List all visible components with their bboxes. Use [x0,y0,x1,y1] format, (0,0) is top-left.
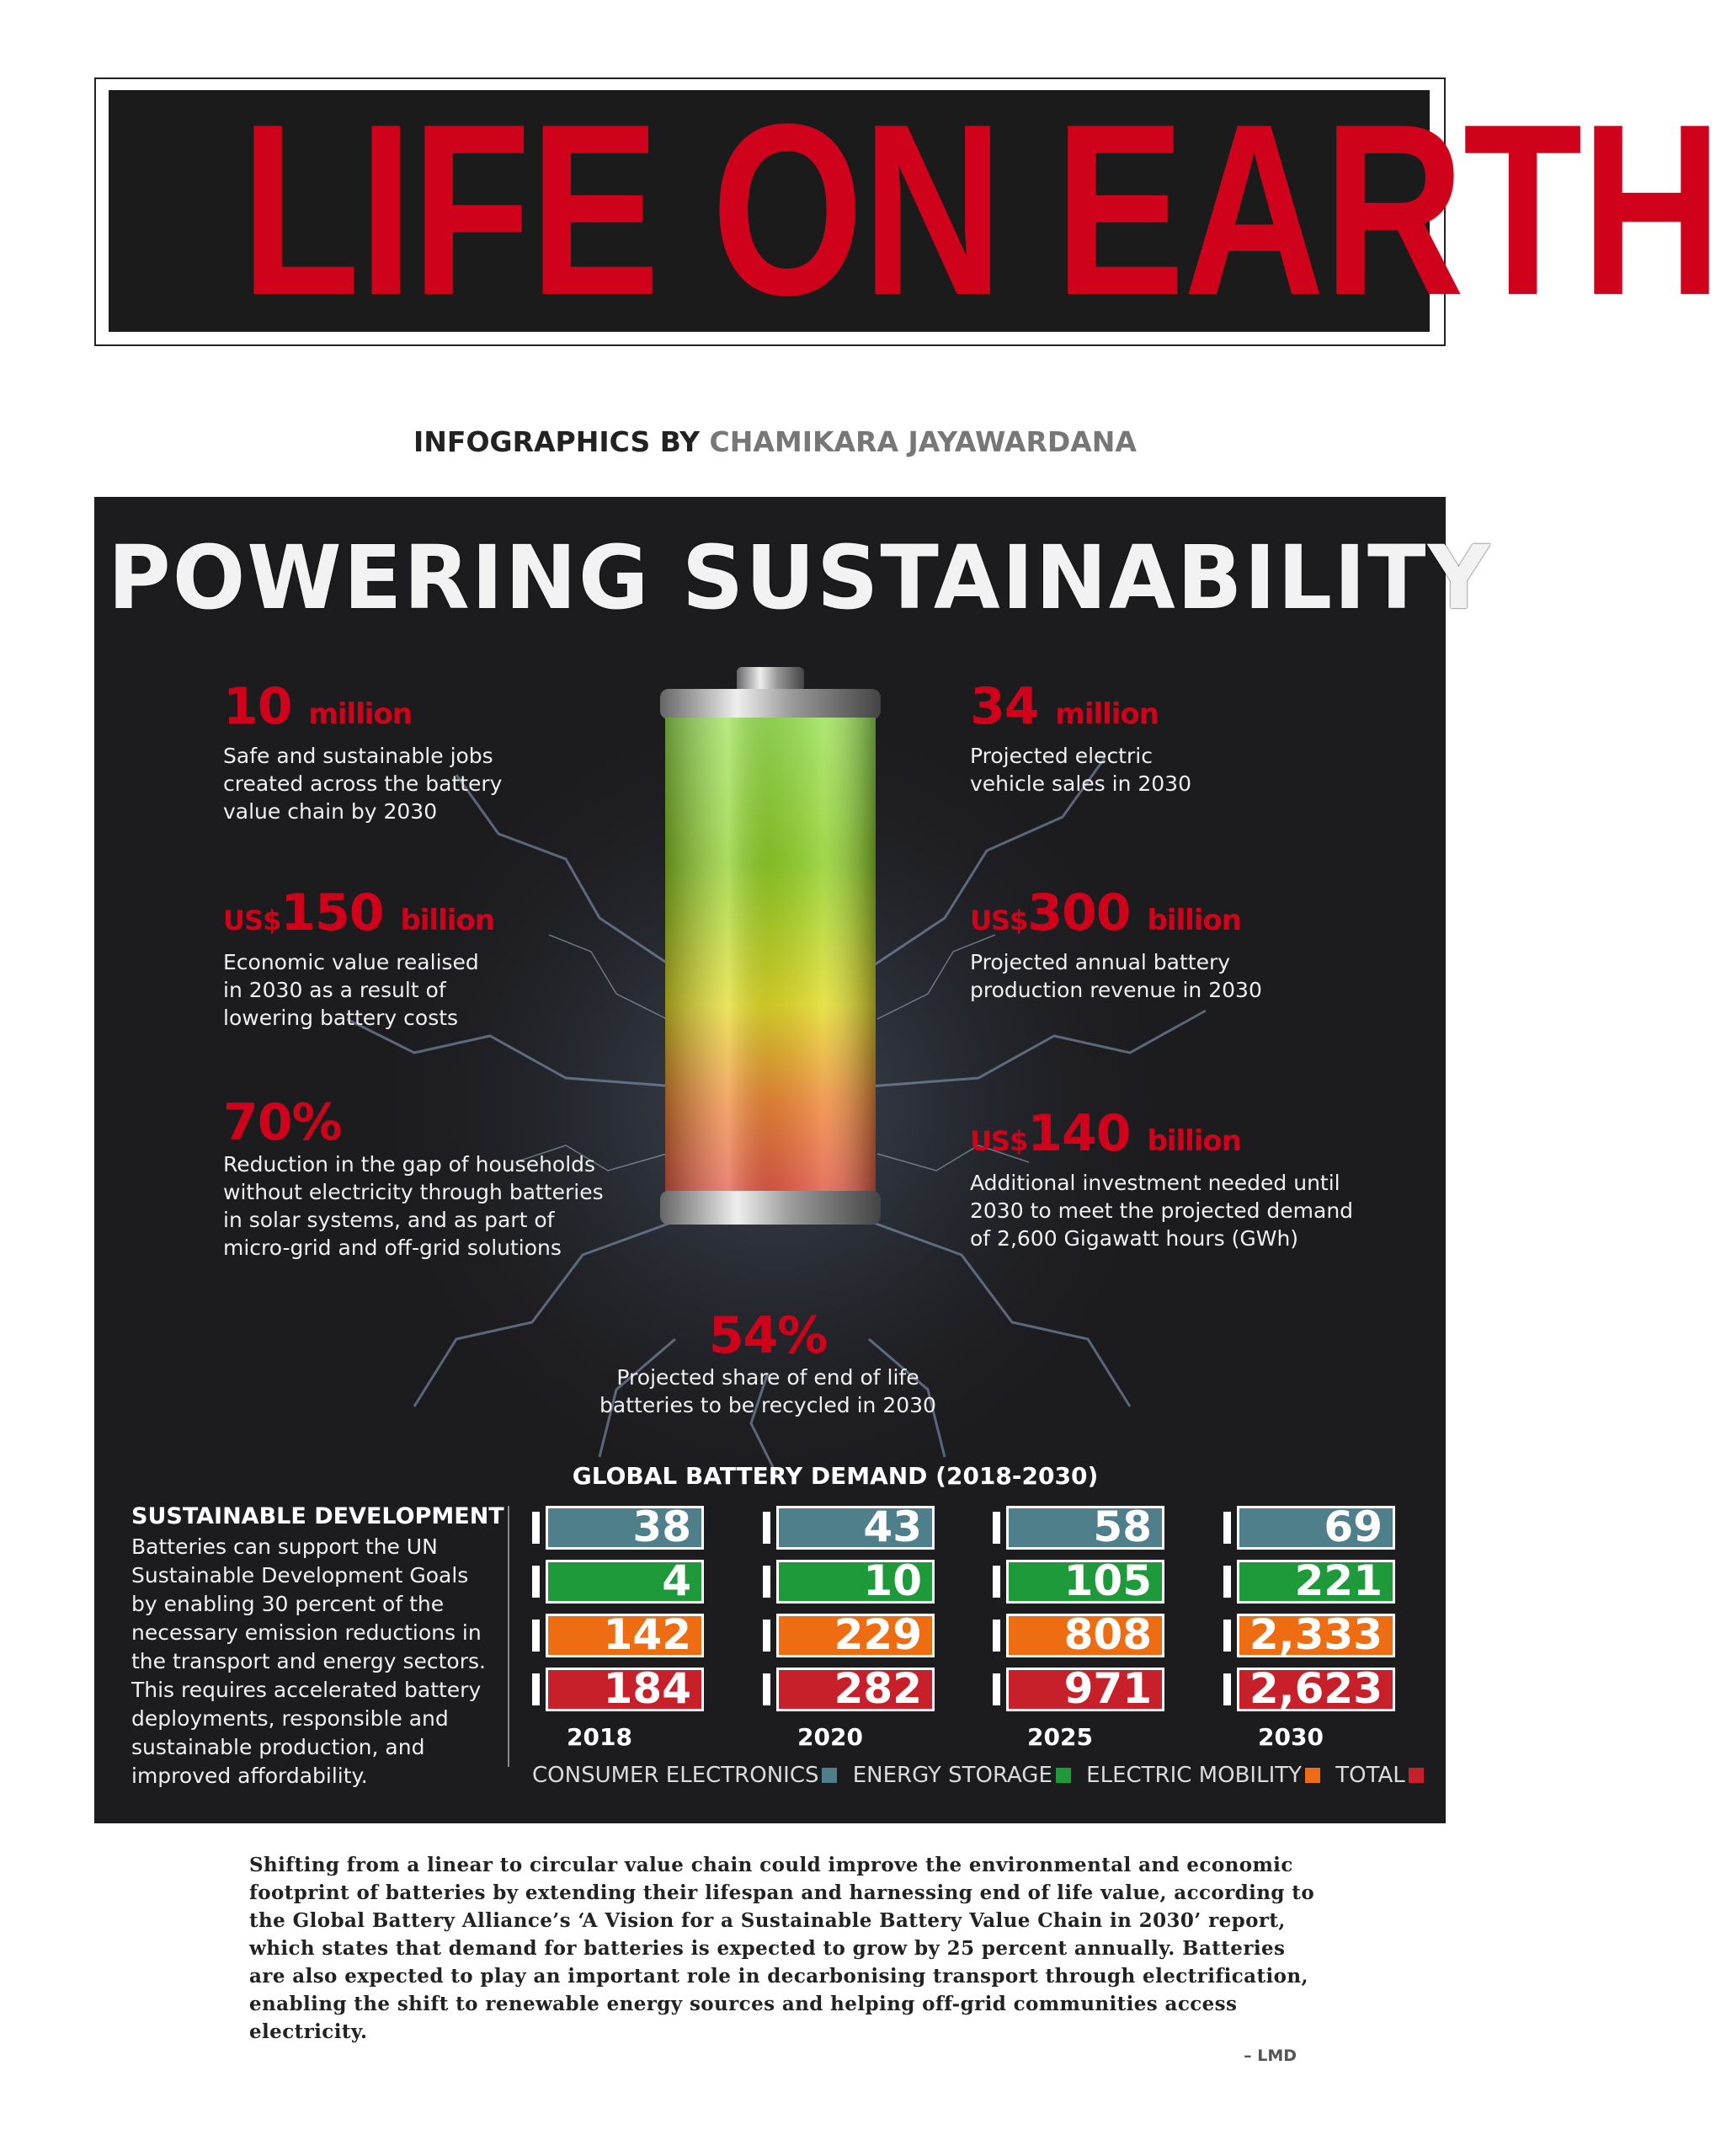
stat-revenue-line: production revenue in 2030 [970,978,1262,1002]
battery-tab [763,1673,770,1705]
stat-household-line: Reduction in the gap of households [223,1152,596,1177]
stat-jobs-value: 10 [223,677,292,736]
stat-household-line: in solar systems, and as part of [223,1208,555,1232]
stat-recycle-value: 54% [708,1306,828,1365]
stat-invest-unit: billion [1147,1124,1241,1158]
battery-tab [1223,1673,1231,1705]
credit-by: INFOGRAPHICS BY [413,425,700,458]
stat-econ-line: in 2030 as a result of [223,978,446,1002]
battery-tab [993,1673,1000,1705]
demand-value: 142 [546,1614,704,1657]
demand-value: 69 [1237,1506,1395,1550]
masthead [109,73,1721,346]
stat-revenue-currency: US$ [970,905,1028,937]
battery-tab [763,1512,770,1544]
stat-revenue-value: 300 [1027,883,1131,942]
sustainable-development-title: SUSTAINABLE DEVELOPMENT [131,1503,504,1529]
battery-tab [1223,1566,1231,1598]
stat-revenue-line: Projected annual battery [970,950,1231,974]
demand-value: 10 [776,1560,935,1604]
stat-recycle-line: Projected share of end of life [616,1365,919,1390]
stat-ev-value: 34 [970,677,1039,736]
stat-recycle-line: batteries to be recycled in 2030 [599,1393,936,1417]
battery-tab [1223,1620,1231,1652]
stat-household-gap [223,1093,604,1262]
demand-value: 184 [546,1668,704,1711]
infographic-panel [94,497,1492,1823]
stat-jobs-unit: million [308,697,412,731]
year-label: 2020 [797,1723,863,1751]
legend-label: ENERGY STORAGE [852,1763,1052,1788]
year-label: 2030 [1258,1723,1324,1751]
stat-jobs [223,677,503,825]
stat-invest-line: of 2,600 Gigawatt hours (GWh) [970,1226,1299,1251]
legend-swatch [1305,1768,1320,1783]
year-label: 2025 [1027,1723,1093,1751]
stat-econ-currency: US$ [223,905,281,937]
battery-tab [993,1620,1000,1652]
battery-tab [993,1512,1000,1544]
legend-label: ELECTRIC MOBILITY [1086,1763,1303,1788]
battery-tab [532,1566,540,1598]
stat-ev-line: Projected electric [970,744,1153,768]
stat-ev-unit: million [1055,697,1159,731]
stat-revenue-unit: billion [1147,904,1241,937]
stat-recycled-share [591,1306,945,1419]
demand-value: 43 [776,1506,935,1550]
battery-tab [1223,1512,1231,1544]
stat-invest-value: 140 [1027,1104,1131,1163]
battery-tab [993,1566,1000,1598]
legend-label: TOTAL [1335,1763,1405,1788]
demand-value: 282 [776,1668,935,1711]
stat-production-revenue [970,883,1262,1004]
year-label: 2018 [567,1723,632,1751]
stat-econ-unit: billion [400,904,494,937]
battery-tab [763,1566,770,1598]
signoff: – LMD [1244,2047,1297,2065]
battery-tab [532,1512,540,1544]
stat-econ-value: 150 [280,883,384,942]
demand-value: 221 [1237,1560,1395,1604]
battery-tab [532,1673,540,1705]
divider [508,1506,509,1767]
stat-ev-line: vehicle sales in 2030 [970,771,1191,796]
stat-jobs-line: Safe and sustainable jobs [223,744,493,768]
legend-swatch [1409,1768,1424,1783]
stat-invest-line: Additional investment needed until [970,1171,1340,1195]
demand-value: 38 [546,1506,704,1550]
stat-household-line: without electricity through batteries [223,1180,604,1204]
stat-econ-line: Economic value realised [223,950,479,974]
stat-jobs-line: value chain by 2030 [223,799,438,824]
legend-swatch [1056,1768,1071,1783]
infographics-credit [0,425,1550,458]
stat-invest-line: 2030 to meet the projected demand [970,1198,1354,1223]
legend-swatch [822,1768,837,1783]
demand-value: 58 [1006,1506,1164,1550]
demand-value: 2,623 [1237,1668,1395,1711]
stat-invest-currency: US$ [970,1125,1028,1157]
stat-economic-value [223,883,494,1032]
demand-value: 105 [1006,1560,1164,1604]
stat-household-value: 70% [223,1093,342,1152]
legend-label: CONSUMER ELECTRONICS [532,1763,819,1788]
stat-ev-sales [970,677,1191,798]
credit-author: CHAMIKARA JAYAWARDANA [709,425,1137,458]
stat-additional-investment [970,1104,1354,1252]
stat-household-line: micro-grid and off-grid solutions [223,1235,562,1260]
stat-jobs-line: created across the battery [223,771,503,796]
battery-tab [532,1620,540,1652]
footer-paragraph: Shifting from a linear to circular value chain could improve the environmental and economic footprint of batteries by extending their lifespan and harnessing end of life value, according to the Global Battery Alliance’s ‘A Vision for a Sustainable Battery Value Chain in 2030’ report, which states that demand for batteries is expected to grow by 25 percent annually. Batteries are also expected to play an important role in decarbonising transport through electrification, enabling the shift to renewable energy sources and helping off-grid communities access electricity. [249,1854,1315,2043]
sustainable-development-body: Batteries can support the UN Sustainable Development Goals by enabling 30 percent of the necessary emission reductions in the transport and energy sectors. This requires accelerated battery deployments, responsible and sustainable production, and improved affordability. [131,1534,486,1788]
demand-value: 229 [776,1614,935,1657]
chart-title: GLOBAL BATTERY DEMAND (2018-2030) [572,1462,1099,1490]
headline: POWERING SUSTAINABILITY [108,526,1492,629]
battery-tab [763,1620,770,1652]
demand-value: 971 [1006,1668,1164,1711]
demand-value: 808 [1006,1614,1164,1657]
demand-value: 2,333 [1237,1614,1395,1657]
masthead-title: LIFE ON EARTH [240,73,1721,346]
demand-value: 4 [546,1560,704,1604]
stat-econ-line: lowering battery costs [223,1006,459,1030]
chart-legend [532,1763,1432,1788]
